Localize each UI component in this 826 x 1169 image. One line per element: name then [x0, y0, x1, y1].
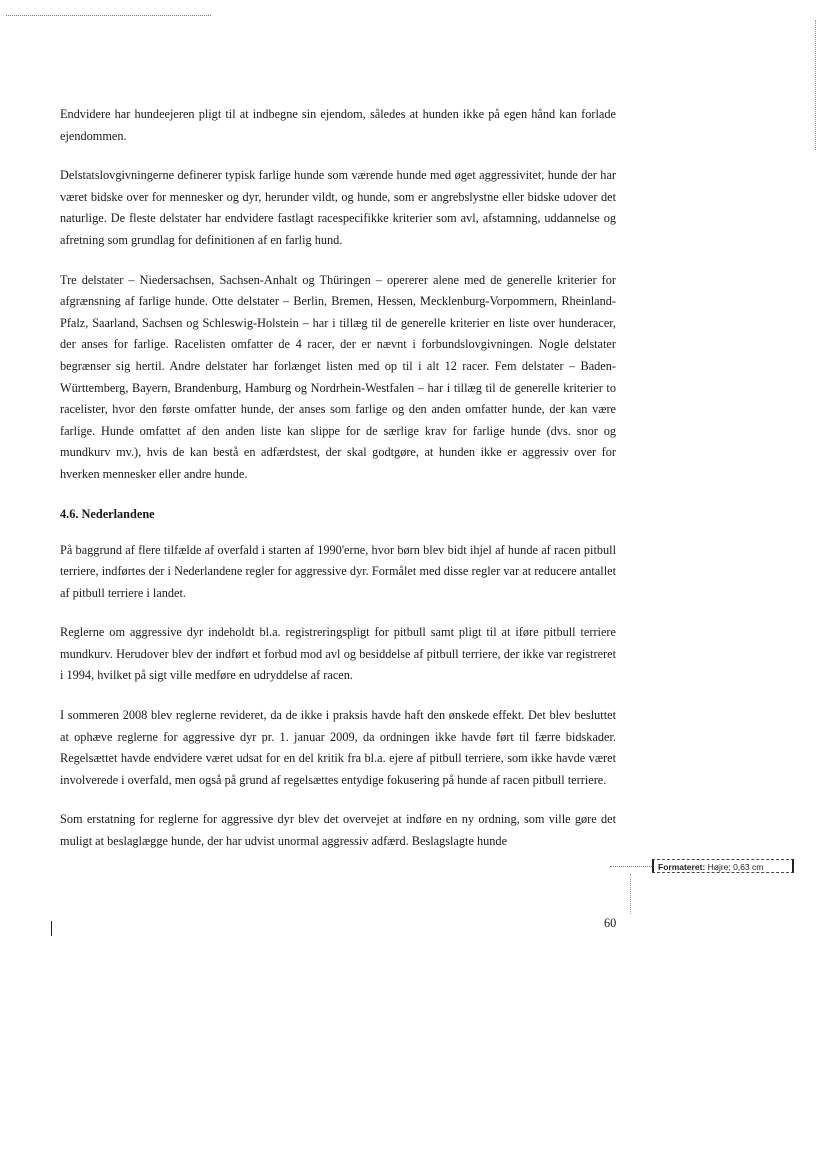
change-bar — [51, 921, 52, 936]
document-page — [60, 104, 616, 871]
format-comment-text: Højre: 0,63 cm — [707, 862, 764, 872]
paragraph-netherlands-rules: Reglerne om aggressive dyr indeholdt bl.a. registreringspligt for pitbull samt pligt til at iføre pitbull terriere mundkurv. Herudover blev der indført et forbud mod avl og besiddelse af pitbull terriere, der ikke var registreret i 1994, hvilket på sigt ville medføre en udryddelse af racen. — [60, 625, 616, 683]
page-number: 60 — [604, 916, 617, 930]
right-margin-marker — [815, 20, 816, 150]
paragraph-netherlands-background: På baggrund af flere tilfælde af overfald i starten af 1990'erne, hvor børn blev bidt ihjel af hunde af racen pitbull terriere, indførtes der i Nederlandene regler for aggressive dyr. Formålet med disse regler var at reducere antallet af pitbull terriere i landet. — [60, 542, 616, 600]
paragraph-netherlands-replacement: Som erstatning for reglerne for aggressive dyr blev det overvejet at indføre en ny ordning, som ville gøre det muligt at beslaglægge hunde, der har udvist unormal aggressiv adfærd. Beslagslagte hunde — [60, 812, 616, 849]
section-heading-netherlands: 4.6. Nederlandene — [60, 506, 155, 521]
top-dotted-line — [6, 15, 211, 16]
format-comment-label: Formateret: — [658, 862, 706, 872]
paragraph-dangerous-dog-definition: Delstatslovgivningerne definerer typisk farlige hunde som værende hunde med øget aggressivitet, hunde der har været bidske over for mennesker og dyr, herunder vildt, og hunde, som er angrebslystne eller bidske udover det naturlige. De fleste delstater har endvidere fastlagt racespecifikke kriterier som avl, afstamning, uddannelse og afretning som grundlag for definitionen af en farlig hund. — [60, 168, 616, 247]
paragraph-state-breed-lists: Tre delstater – Niedersachsen, Sachsen-Anhalt og Thüringen – opererer alene med de generelle kriterier for afgrænsning af farlige hunde. Otte delstater – Berlin, Bremen, Hessen, Mecklenburg-Vorpommern, Rheinland-Pfalz, Saarland, Sachsen og Schleswig-Holstein – har i tillæg til de generelle kriterier en liste over hunderacer, der anses for farlige. Racelisten omfatter de 4 racer, der er nævnt i forbundslovgivningen. Nogle delstater begrænser sig hertil. Andre delstater har forlænget listen med op til i alt 12 racer. Fem delstater – Baden-Württemberg, Bayern, Brandenburg, Hamburg og Nordrhein-Westfalen – har i tillæg til de generelle kriterier to racelister, hvor den første omfatter hunde, der anses som farlige og den anden omfatter hunde, der kan være farlige. Hunde omfattet af den anden liste kan slippe for de særlige krav for farlige hunde (dvs. snor og mundkurv mv.), hvis de kan bestå en adfærdstest, der skal godtgøre, at hunden ikke er aggressiv over for hverken mennesker eller andre hunde. — [60, 272, 616, 481]
comment-connector-line — [610, 866, 652, 867]
comment-connector-vertical — [630, 874, 631, 914]
paragraph-netherlands-revision: I sommeren 2008 blev reglerne revideret, da de ikke i praksis havde haft den ønskede effekt. Det blev besluttet at ophæve reglerne for aggressive dyr pr. 1. januar 2009, da ordningen ikke havde ført til færre bidskader. Regelsættet havde endvidere været udsat for en del kritik fra bl.a. ejere af pitbull terriere, som ikke havde været involverede i overfald, men også på grund af regelsættes entydige fokusering på hunde af racen pitbull terriere. — [60, 708, 616, 787]
format-comment-balloon[interactable] — [652, 859, 794, 873]
paragraph-property-enclosure: Endvidere har hundeejeren pligt til at indbegne sin ejendom, således at hunden ikke på egen hånd kan forlade ejendommen. — [60, 107, 616, 143]
